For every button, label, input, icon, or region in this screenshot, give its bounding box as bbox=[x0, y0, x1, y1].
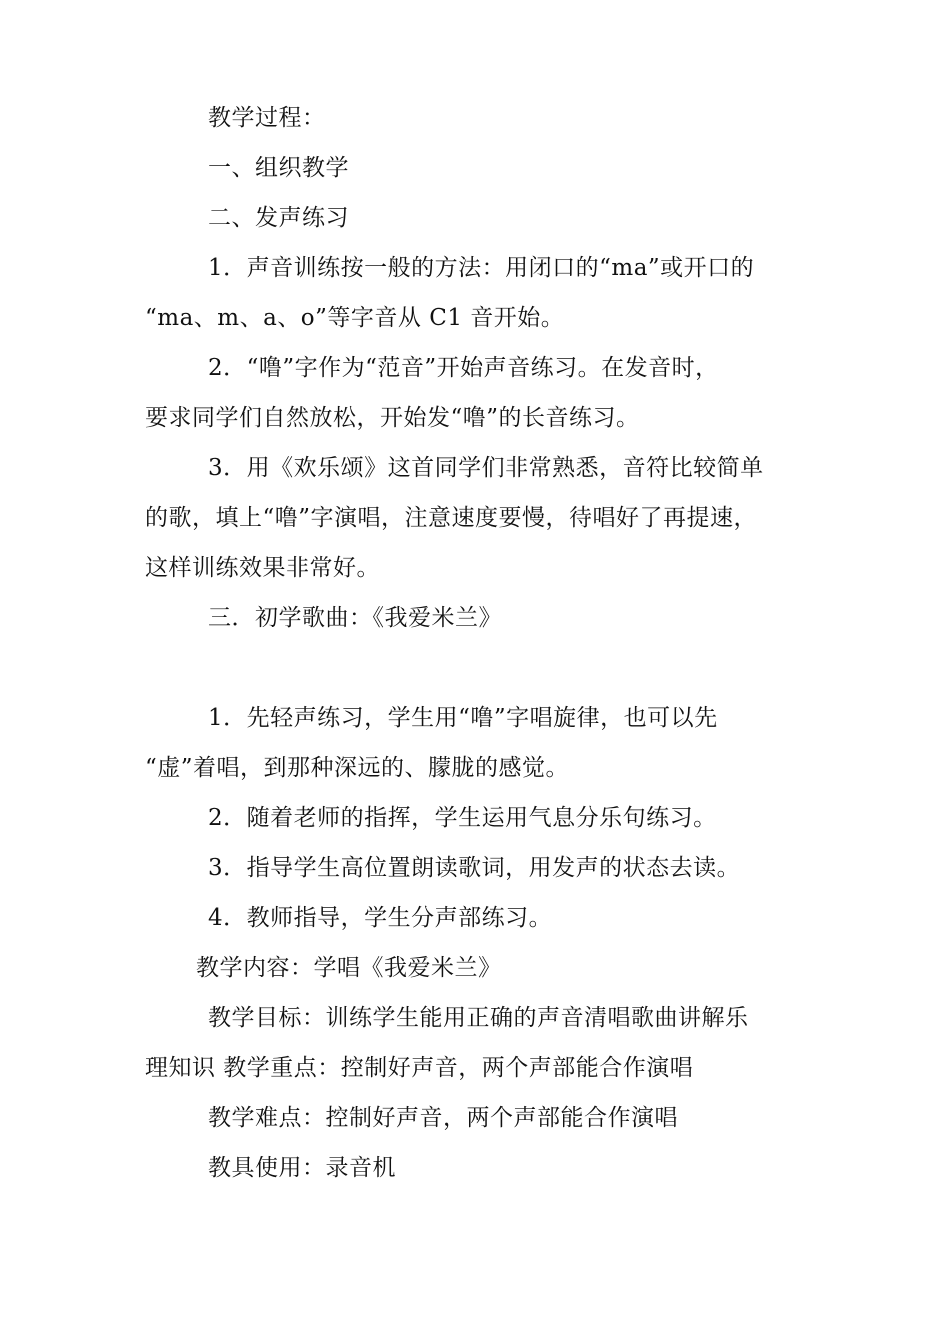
paragraph-line: 3．指导学生高位置朗读歌词，用发声的状态去读。 bbox=[208, 855, 741, 881]
paragraph-line: 2．“噜”字作为“范音”开始声音练习。在发音时， bbox=[208, 355, 719, 381]
paragraph-line: 3．用《欢乐颂》这首同学们非常熟悉，音符比较简单 bbox=[208, 455, 764, 481]
paragraph-line: 1．先轻声练习，学生用“噜”字唱旋律，也可以先 bbox=[208, 705, 718, 731]
paragraph-line: 1．声音训练按一般的方法：用闭口的“ma”或开口的 bbox=[208, 255, 755, 281]
paragraph-line: “虚”着唱，到那种深远的、朦胧的感觉。 bbox=[145, 755, 570, 781]
section-organize-teaching: 一、组织教学 bbox=[208, 155, 349, 181]
section-vocal-practice: 二、发声练习 bbox=[208, 205, 349, 231]
teaching-aids: 教具使用：录音机 bbox=[208, 1155, 396, 1181]
teaching-key-point: 理知识 教学重点：控制好声音，两个声部能合作演唱 bbox=[145, 1055, 694, 1081]
paragraph-line: 的歌，填上“噜”字演唱，注意速度要慢，待唱好了再提速， bbox=[145, 505, 758, 531]
teaching-objective: 教学目标：训练学生能用正确的声音清唱歌曲讲解乐 bbox=[208, 1005, 749, 1031]
paragraph-line: 这样训练效果非常好。 bbox=[145, 555, 380, 581]
teaching-difficulty: 教学难点：控制好声音，两个声部能合作演唱 bbox=[208, 1105, 678, 1131]
paragraph-line: “ma、m、a、o”等字音从 C1 音开始。 bbox=[145, 305, 565, 331]
teaching-content: 教学内容：学唱《我爱米兰》 bbox=[196, 955, 502, 981]
paragraph-line: 4．教师指导，学生分声部练习。 bbox=[208, 905, 553, 931]
heading-teaching-process: 教学过程： bbox=[208, 105, 326, 131]
section-learn-song: 三．初学歌曲：《我爱米兰》 bbox=[208, 605, 502, 631]
paragraph-line: 2．随着老师的指挥，学生运用气息分乐句练习。 bbox=[208, 805, 717, 831]
paragraph-line: 要求同学们自然放松，开始发“噜”的长音练习。 bbox=[145, 405, 640, 431]
